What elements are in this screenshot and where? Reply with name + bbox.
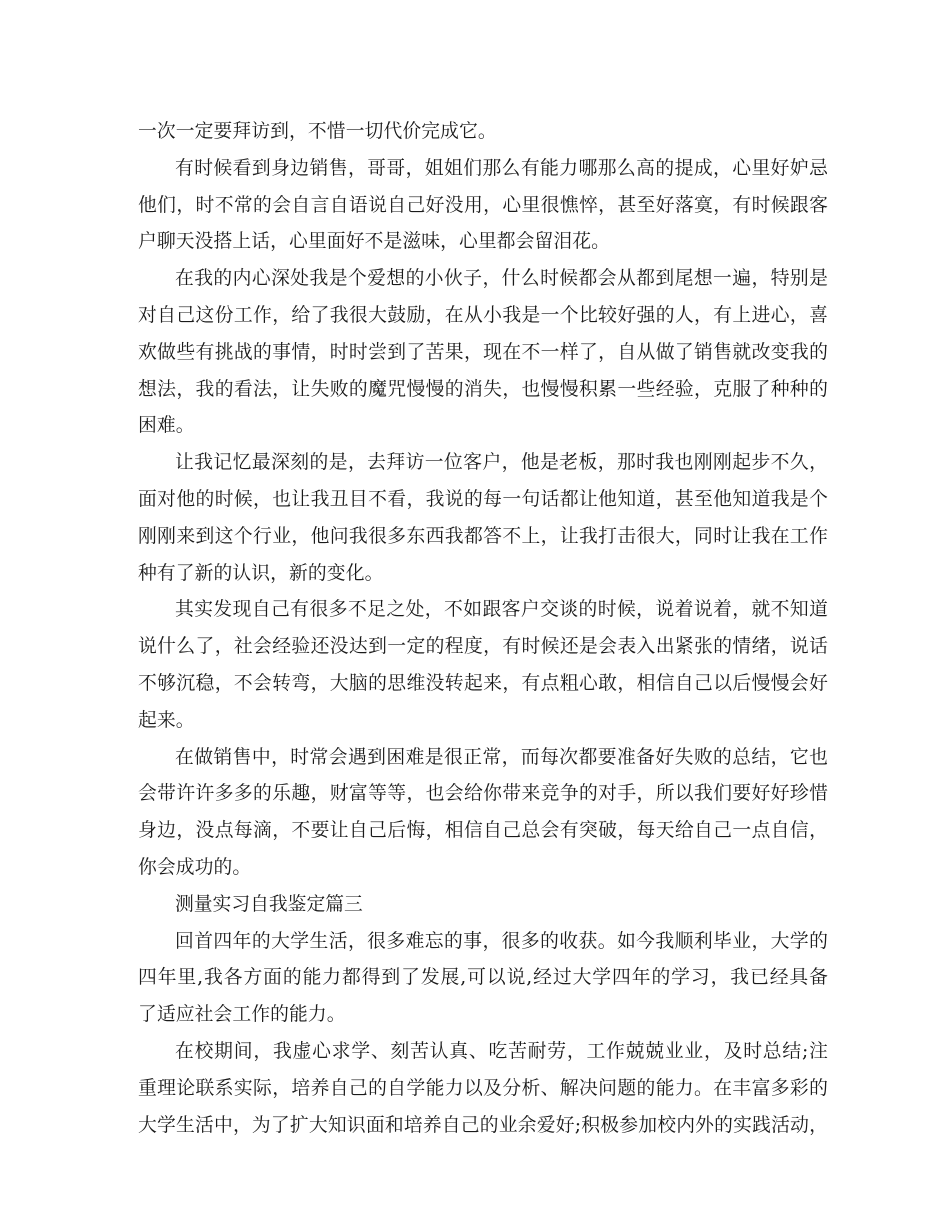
text-line: 种有了新的认识，新的变化。 xyxy=(138,562,384,584)
paragraph-first-line: 让我记忆最深刻的是，去拜访一位客户，他是老板，那时我也刚刚起步不久， xyxy=(175,452,828,474)
text-line: 对自己这份工作，给了我很大鼓励，在从小我是一个比较好强的人，有上进心，喜 xyxy=(138,304,828,326)
document-body xyxy=(138,114,828,1144)
text-line: 刚刚来到这个行业，他问我很多东西我都答不上，让我打击很大，同时让我在工作 xyxy=(138,525,828,547)
text-line: 了适应社会工作的能力。 xyxy=(138,1004,346,1026)
paragraph-first-line: 在做销售中，时常会遇到困难是很正常，而每次都要准备好失败的总结，它也 xyxy=(175,746,828,768)
text-line: 困难。 xyxy=(138,415,195,437)
text-line: 身边，没点每滴，不要让自己后悔，相信自己总会有突破，每天给自己一点自信， xyxy=(138,820,828,842)
paragraph-first-line: 回首四年的大学生活，很多难忘的事，很多的收获。如今我顺利毕业，大学的 xyxy=(175,930,828,952)
text-line: 户聊天没搭上话，心里面好不是滋味，心里都会留泪花。 xyxy=(138,231,611,253)
text-line: 大学生活中，为了扩大知识面和培养自己的业余爱好;积极参加校内外的实践活动， xyxy=(138,1114,828,1136)
text-line: 你会成功的。 xyxy=(138,856,252,878)
text-line: 欢做些有挑战的事情，时时尝到了苦果，现在不一样了，自从做了销售就改变我的 xyxy=(138,341,828,363)
section-heading: 测量实习自我鉴定篇三 xyxy=(175,893,363,915)
text-line: 四年里,我各方面的能力都得到了发展,可以说,经过大学四年的学习，我已经具备 xyxy=(138,967,828,989)
text-line: 重理论联系实际，培养自己的自学能力以及分析、解决问题的能力。在丰富多彩的 xyxy=(138,1077,828,1099)
text-line: 说什么了，社会经验还没达到一定的程度，有时候还是会表入出紧张的情绪，说话 xyxy=(138,636,828,658)
text-line: 想法，我的看法，让失败的魔咒慢慢的消失，也慢慢积累一些经验，克服了种种的 xyxy=(138,378,828,400)
text-line: 会带许许多多的乐趣，财富等等，也会给你带来竞争的对手，所以我们要好好珍惜 xyxy=(138,783,828,805)
text-line: 不够沉稳，不会转弯，大脑的思维没转起来，有点粗心敢，相信自己以后慢慢会好 xyxy=(138,672,828,694)
paragraph-first-line: 有时候看到身边销售，哥哥，姐姐们那么有能力哪那么高的提成，心里好妒忌 xyxy=(175,157,828,179)
text-line: 一次一定要拜访到，不惜一切代价完成它。 xyxy=(138,121,497,142)
paragraph-first-line: 在我的内心深处我是个爱想的小伙子，什么时候都会从都到尾想一遍，特别是 xyxy=(175,268,828,290)
text-line: 他们，时不常的会自言自语说自己好没用，心里很憔悴，甚至好落寞，有时候跟客 xyxy=(138,194,828,216)
paragraph-first-line: 在校期间，我虚心求学、刻苦认真、吃苦耐劳，工作兢兢业业，及时总结;注 xyxy=(175,1040,828,1062)
text-line: 起来。 xyxy=(138,709,195,731)
paragraph-first-line: 其实发现自己有很多不足之处，不如跟客户交谈的时候，说着说着，就不知道 xyxy=(175,599,828,621)
text-line: 面对他的时候，也让我丑目不看，我说的每一句话都让他知道，甚至他知道我是个 xyxy=(138,488,828,510)
